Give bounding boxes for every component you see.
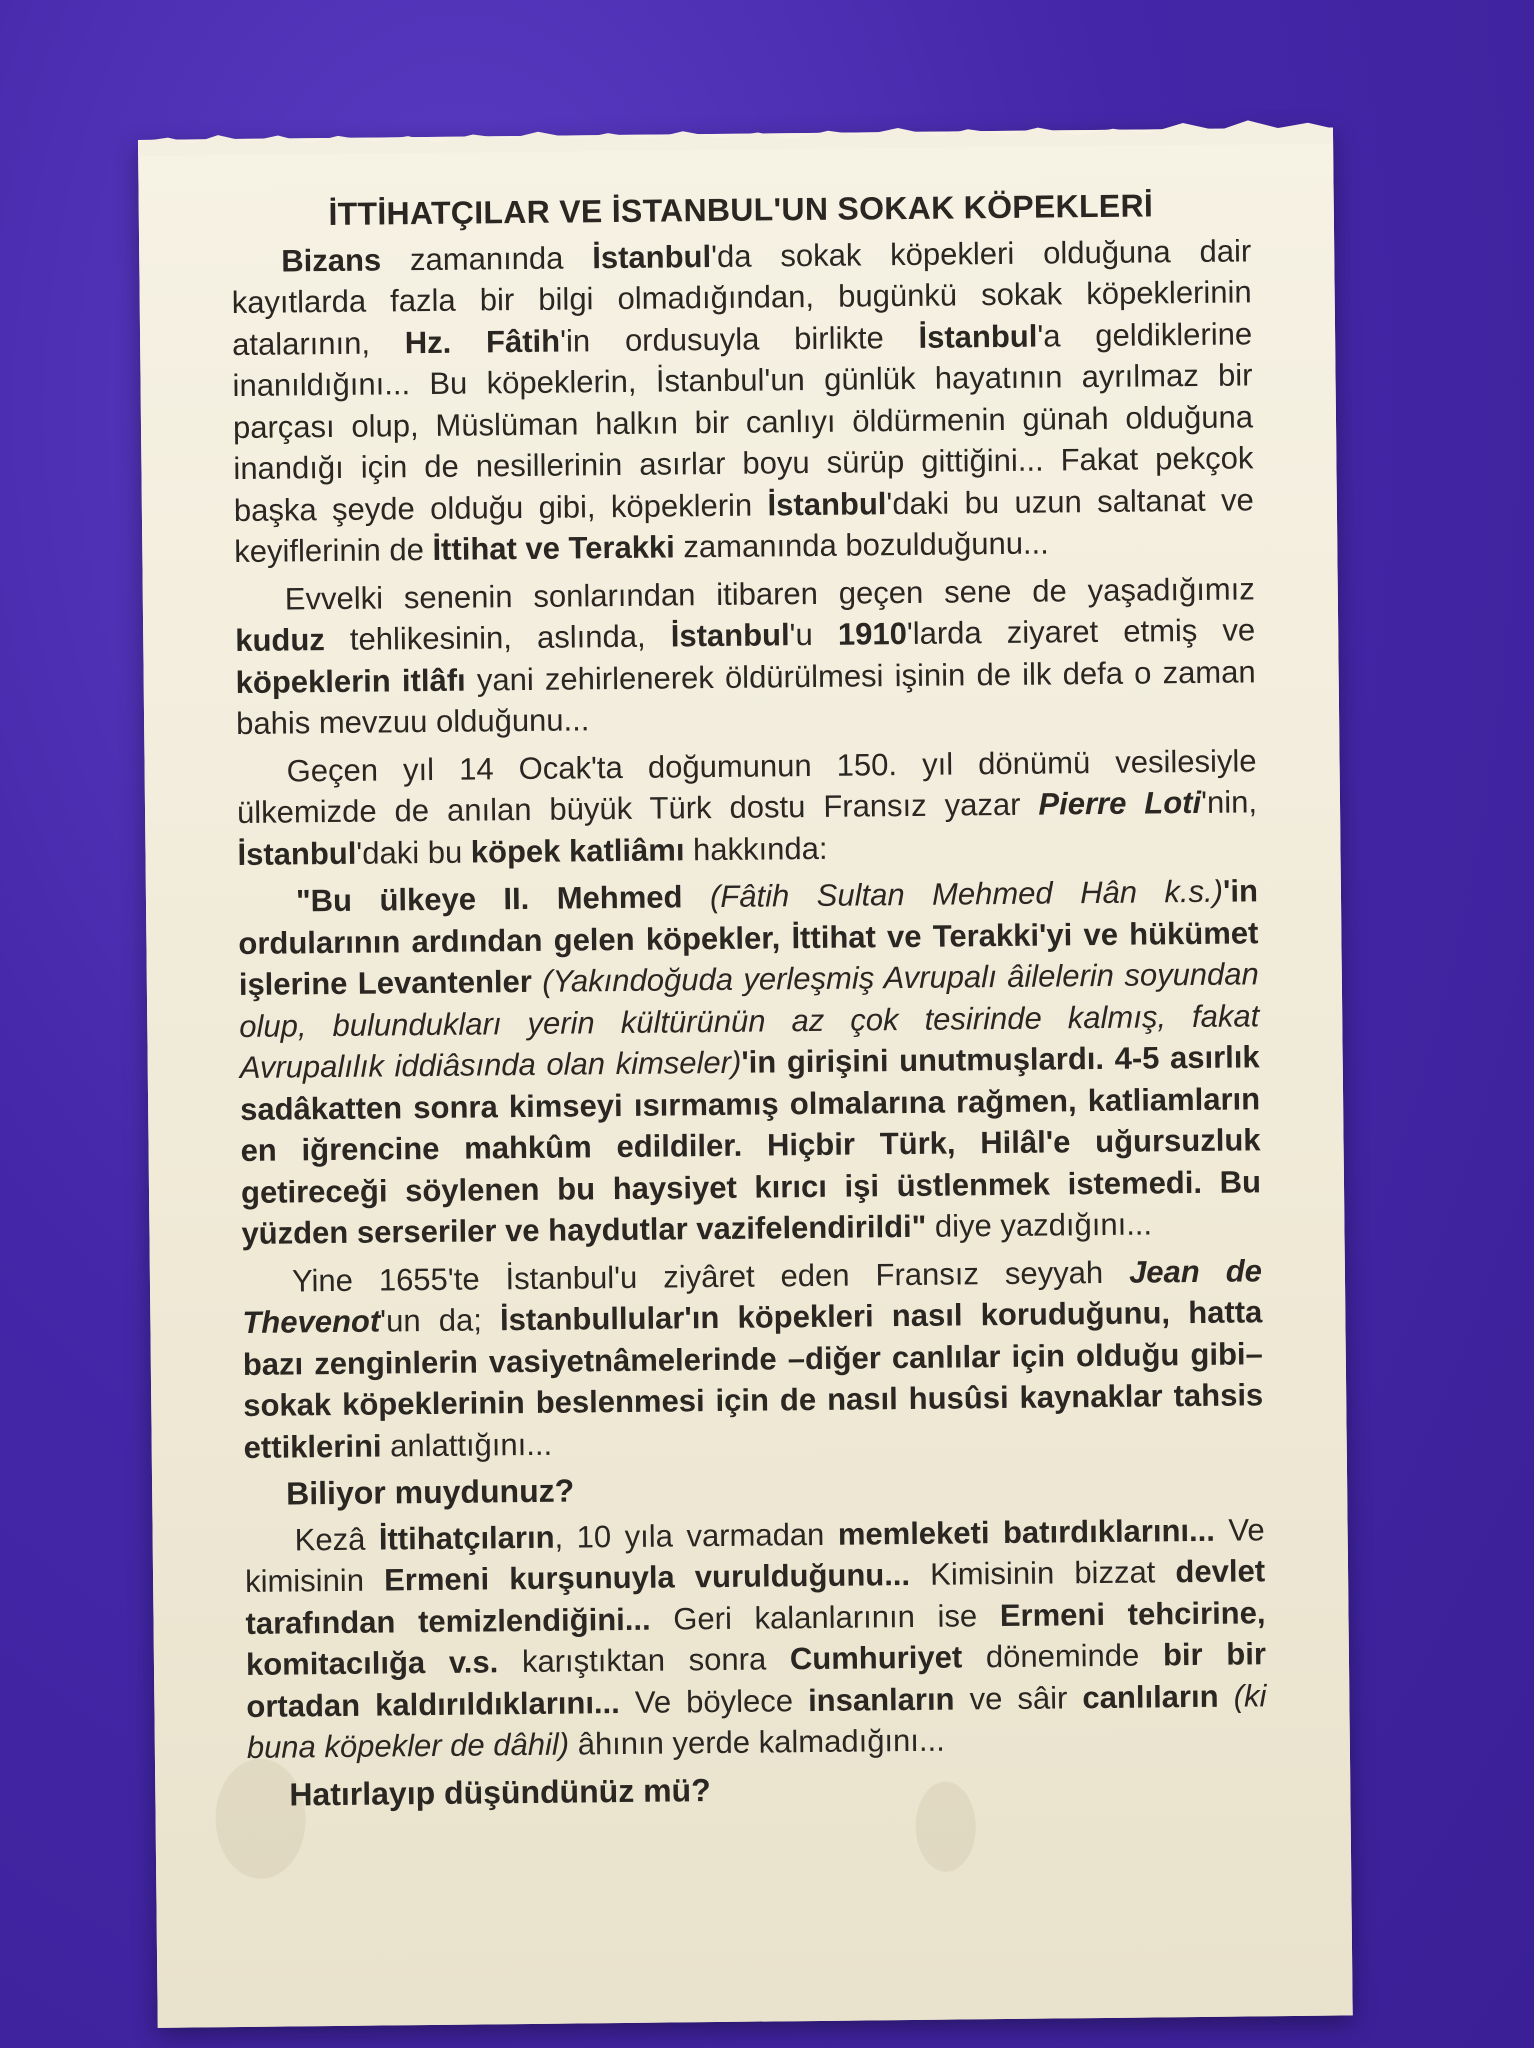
paragraph-2 (235, 568, 1257, 745)
heading-hatirlayip: Hatırlayıp düşündünüz mü? (289, 1771, 711, 1813)
text-run: döneminde (961, 1637, 1164, 1675)
text-run: hakkında: (684, 830, 828, 867)
text-run: devlet tarafından temizlendiğini... (245, 1553, 1266, 1641)
text-run: "Bu ülkeye II. Mehmed (295, 879, 711, 919)
text-run: Bizans (281, 241, 382, 279)
text-run: Evvelki senenin sonlarından itibaren geçen sene de yaşadığımız (284, 570, 1255, 616)
text-run: 'in ordusuyla birlikte (559, 319, 919, 359)
text-run: köpek katliâmı (470, 831, 685, 870)
article-title: İTTİHATÇILAR VE İSTANBUL'UN SOKAK KÖPEKLERİ (328, 187, 1154, 233)
text-run: İstanbul (670, 617, 790, 654)
text-run: 'u (789, 616, 839, 653)
text-run: köpeklerin itlâfı (235, 662, 466, 700)
text-run: Geri kalanlarının ise (650, 1597, 1001, 1637)
text-run: diye yazdığını... (926, 1206, 1153, 1244)
text-run: 'a geldiklerine inanıldığını... Bu köpeklerin, İstanbul'un günlük hayatının ayrılmaz bir parçası olup, Müslüman halkın bir canlıyı öldürmenin günah olduğuna inandığı için de nesillerinin asırlar boyu sürüp gittiğini... Fakat pekçok başka şeyde olduğu gibi, köpeklerin (232, 315, 1254, 528)
text-run: Pierre Loti (1038, 784, 1202, 822)
text-run: Ve kimisinin (244, 1511, 1265, 1599)
text-run: Yine 1655'te İstanbul'u ziyâret eden Fransız seyyah (291, 1254, 1130, 1298)
text-run: (ki buna köpekler de dâhil) (246, 1677, 1267, 1765)
paragraph-3 (236, 740, 1257, 875)
torn-edge (138, 113, 1333, 156)
text-run: Kimisinin bizzat (909, 1554, 1176, 1592)
heading-biliyor-muydunuz: Biliyor muydunuz? (285, 1472, 575, 1512)
text-run: Ermeni tehcirine, komitacılığa v.s. (245, 1594, 1266, 1682)
text-run: Hz. Fâtih (404, 323, 561, 360)
text-run: zamanında bozulduğunu... (674, 525, 1049, 565)
text-run: İstanbul (592, 238, 712, 275)
paragraph-5 (242, 1250, 1264, 1468)
text-run: âhının yerde kalmadığını... (568, 1722, 945, 1762)
text-run: memleketi batırdıklarını... (837, 1512, 1216, 1552)
text-run: Jean de Thevenot (242, 1252, 1263, 1340)
text-run: 'nin, (1200, 784, 1258, 820)
text-run (1218, 1678, 1233, 1713)
text-run: canlıların (1082, 1678, 1219, 1715)
text-run: İstanbul (767, 485, 887, 522)
text-run: Ermeni kurşunuyla vurulduğunu... (383, 1556, 911, 1598)
text-run: 'daki bu uzun saltanat ve keyiflerinin de (234, 481, 1254, 570)
article (231, 184, 1268, 1820)
text-run: 'un da; (379, 1302, 501, 1339)
text-run: , 10 yıla varmadan (554, 1516, 839, 1555)
text-run: İstanbul (237, 835, 357, 872)
text-run: 1910 (837, 615, 908, 652)
text-run: zamanında (381, 239, 593, 277)
text-run: ve sâir (954, 1679, 1083, 1717)
text-run: (Yakındoğuda yerleşmiş Avrupalı âilelerin soyundan olup, bulundukları yerin kültürünün az çok tesirinde kalmış, fakat Avrupalılık iddiâsında olan kimseler) (239, 956, 1260, 1085)
text-run: İttihatçıların (378, 1519, 555, 1557)
text-run: 'daki bu (356, 834, 471, 871)
paragraph-1 (231, 230, 1254, 573)
text-run: 'larda ziyaret etmiş ve (906, 612, 1256, 651)
text-run: İttihat ve Terakki (432, 529, 675, 567)
text-run: 'da sokak köpekleri olduğuna dair kayıtlarda fazla bir bilgi olmadığından, bugünkü sokak köpeklerinin atalarının, (231, 232, 1252, 362)
text-run: 'in ordularının ardından gelen köpekler, İttihat ve Terakki'yi ve hükümet işlerine Levantenler (238, 873, 1259, 1002)
text-run: tehlikesinin, aslında, (324, 618, 671, 658)
text-run: Geçen yıl 14 Ocak'ta doğumunun 150. yıl dönümü vesilesiyle ülkemizde de anılan büyük Türk dostu Fransız yazar (236, 742, 1257, 830)
loti-quote (238, 870, 1262, 1254)
newspaper-clipping (138, 127, 1353, 2027)
text-run: (Fâtih Sultan Mehmed Hân k.s.) (709, 873, 1224, 915)
text-run: yani zehirlenerek öldürülmesi işinin de ilk defa o zaman bahis mevzuu olduğunu... (235, 653, 1256, 742)
text-run: İstanbul (918, 318, 1038, 355)
paragraph-6 (244, 1509, 1267, 1769)
text-run: Cumhuriyet (789, 1639, 963, 1677)
text-run: İstanbullular'ın köpekleri nasıl koruduğunu, hatta bazı zenginlerin vasiyetnâmelerinde –diğer canlılar için olduğu gibi– sokak köpeklerinin beslenmesi için de nasıl husûsi kaynaklar tahsis ettiklerini (242, 1294, 1264, 1465)
text-run: Ve böylece (619, 1682, 809, 1720)
text-run: bir bir ortadan kaldırıldıklarını... (246, 1636, 1267, 1724)
text-run: insanların (807, 1681, 955, 1718)
text-run: Kezâ (294, 1521, 380, 1557)
text-run: karıştıktan sonra (498, 1641, 791, 1680)
text-run: kuduz (235, 622, 325, 659)
text-run: anlattığını... (381, 1426, 553, 1464)
text-run: 'in girişini unutmuşlardı. 4-5 asırlık sadâkatten sonra kimseyi ısırmamış olmalarına rağmen, katliamların en iğrencine mahkûm edildiler. Hiçbir Türk, Hilâl'e uğursuzluk getireceği söylenen bu haysiyet kırıcı işi üstlenmek istemedi. Bu yüzden serseriler ve haydutlar vazifelendirildi" (239, 1039, 1262, 1251)
